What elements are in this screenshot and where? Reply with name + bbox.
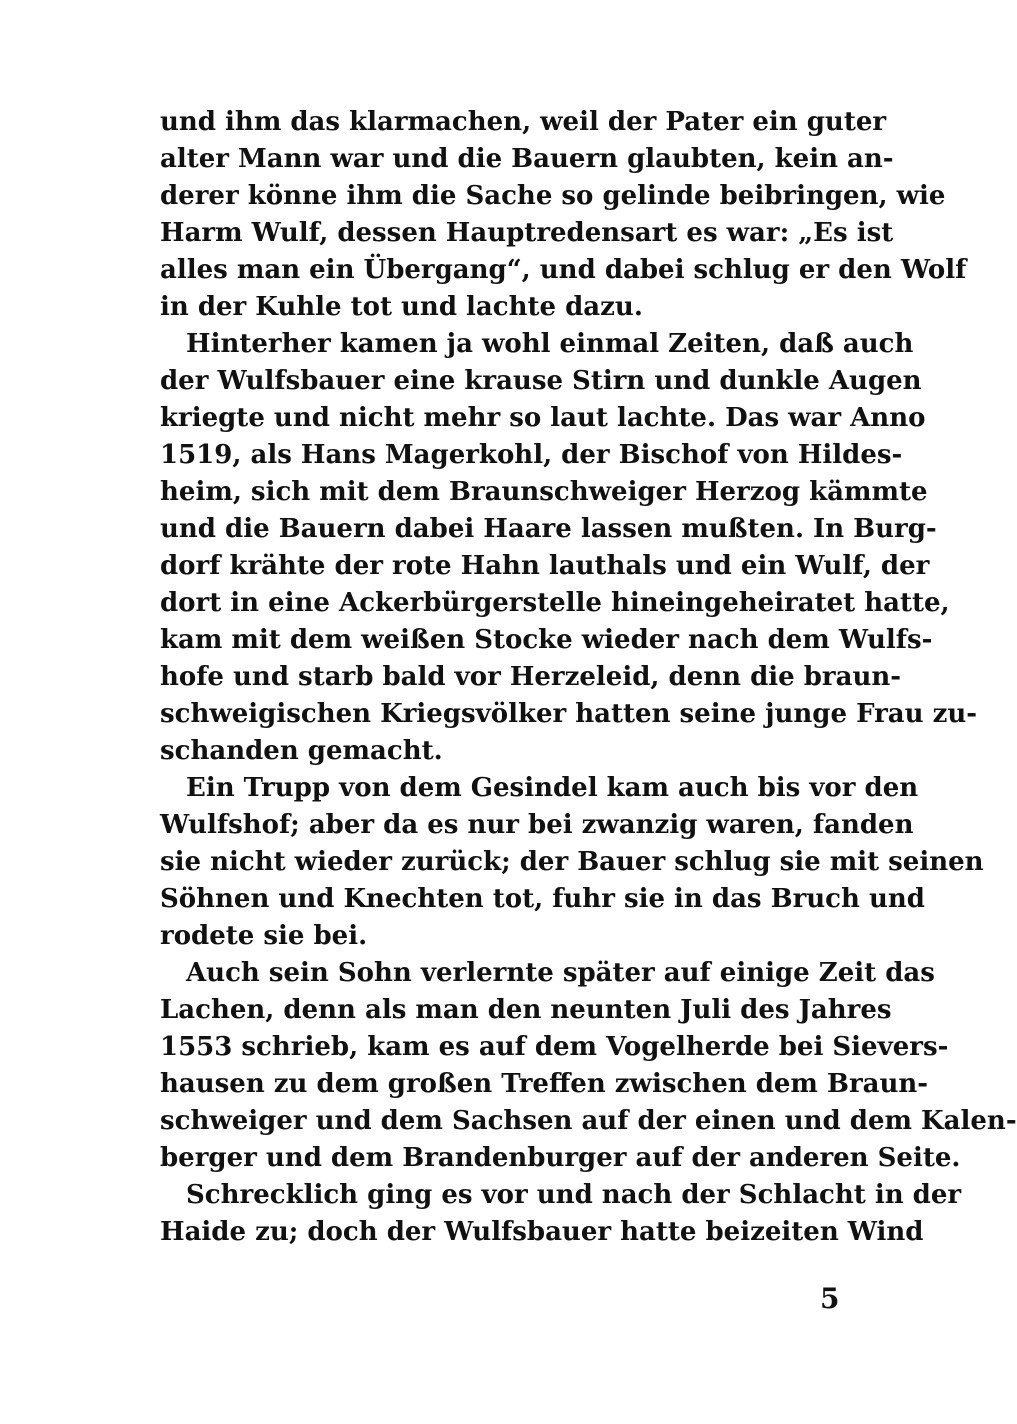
text-line: dort in eine Ackerbürgerstelle hineingeheiratet hatte,: [160, 588, 950, 618]
text-line: Harm Wulf, dessen Hauptredensart es war: „Es ist: [160, 218, 894, 248]
body-text: [160, 104, 1017, 1251]
text-line: dorf krähte der rote Hahn lauthals und ein Wulf, der: [160, 551, 930, 581]
text-line: Söhnen und Knechten tot, fuhr sie in das Bruch und: [160, 884, 925, 914]
text-line: berger und dem Brandenburger auf der anderen Seite.: [160, 1143, 961, 1173]
text-line: rodete sie bei.: [160, 921, 368, 951]
text-line: 1553 schrieb, kam es auf dem Vogelherde bei Sievers-: [160, 1032, 949, 1062]
text-line: heim, sich mit dem Braunschweiger Herzog kämmte: [160, 477, 928, 507]
text-line: hofe und starb bald vor Herzeleid, denn die braun-: [160, 662, 902, 692]
paragraph-start-line: Hinterher kamen ja wohl einmal Zeiten, daß auch: [186, 329, 914, 359]
text-line: und ihm das klarmachen, weil der Pater ein guter: [160, 107, 887, 137]
text-line: schweiger und dem Sachsen auf der einen und dem Kalen-: [160, 1106, 1017, 1136]
paragraph-start-line: Schrecklich ging es vor und nach der Schlacht in der: [186, 1180, 962, 1210]
text-line: Wulfshof; aber da es nur bei zwanzig waren, fanden: [160, 810, 914, 840]
text-line: und die Bauern dabei Haare lassen mußten. In Burg-: [160, 514, 937, 544]
text-line: der Wulfsbauer eine krause Stirn und dunkle Augen: [160, 366, 922, 396]
text-line: kam mit dem weißen Stocke wieder nach dem Wulfs-: [160, 625, 933, 655]
text-line: kriegte und nicht mehr so laut lachte. Das war Anno: [160, 403, 926, 433]
text-line: alles man ein Übergang“, und dabei schlug er den Wolf: [160, 255, 967, 285]
text-line: hausen zu dem großen Treffen zwischen dem Braun-: [160, 1069, 929, 1099]
text-line: in der Kuhle tot und lachte dazu.: [160, 292, 643, 322]
text-line: derer könne ihm die Sache so gelinde beibringen, wie: [160, 181, 946, 211]
paragraph-start-line: Auch sein Sohn verlernte später auf einige Zeit das: [186, 958, 935, 988]
text-line: Haide zu; doch der Wulfsbauer hatte beizeiten Wind: [160, 1217, 924, 1247]
text-line: schweigischen Kriegsvölker hatten seine junge Frau zu-: [160, 699, 978, 729]
text-line: Lachen, denn als man den neunten Juli des Jahres: [160, 995, 892, 1025]
text-line: alter Mann war und die Bauern glaubten, kein an-: [160, 144, 894, 174]
text-line: 1519, als Hans Magerkohl, der Bischof von Hildes-: [160, 440, 903, 470]
text-line: schanden gemacht.: [160, 736, 443, 766]
page-number: 5: [820, 1282, 840, 1315]
paragraph-start-line: Ein Trupp von dem Gesindel kam auch bis vor den: [186, 773, 919, 803]
text-line: sie nicht wieder zurück; der Bauer schlug sie mit seinen: [160, 847, 984, 877]
